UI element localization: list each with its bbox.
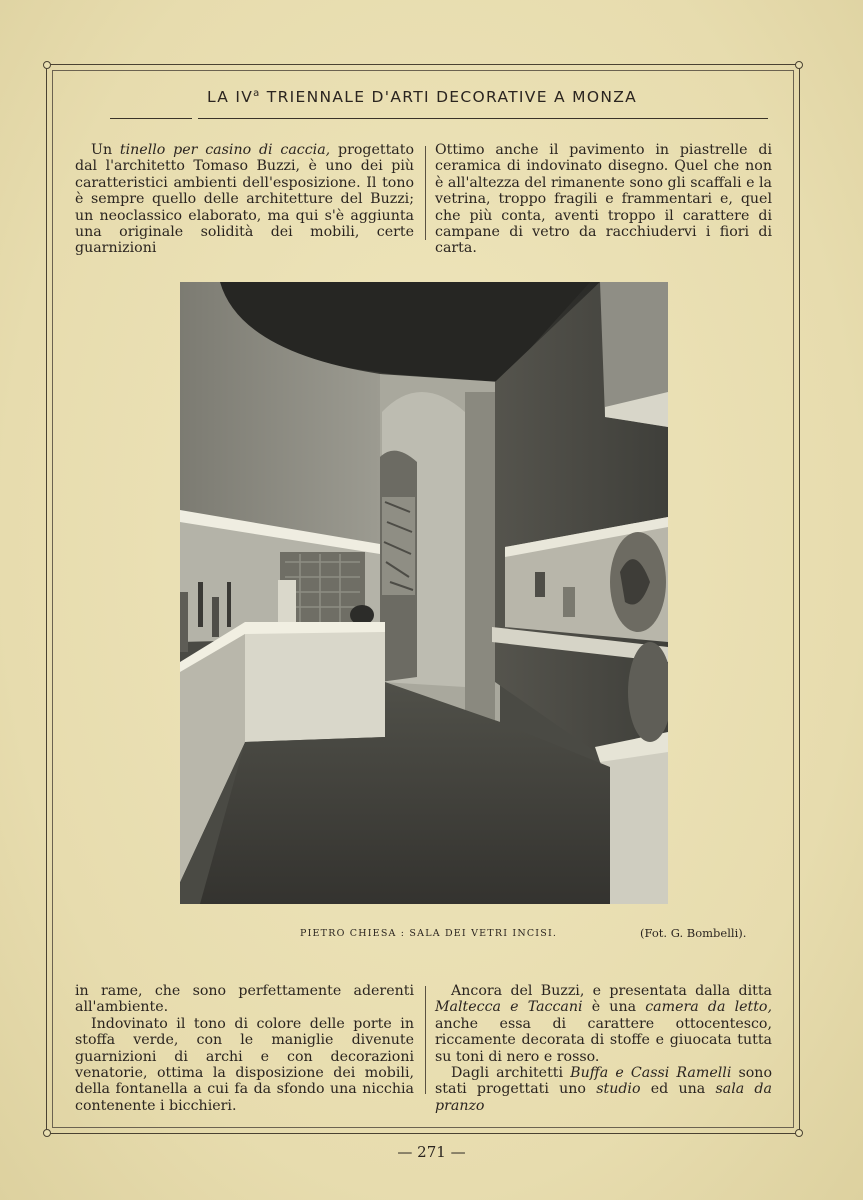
header-rule (110, 118, 192, 119)
top-right-column (435, 142, 772, 257)
photo-illustration (180, 282, 668, 904)
page-number: — 271 — (397, 1143, 466, 1161)
exhibition-photograph (180, 282, 668, 904)
running-header-title: LA $IV^a$ TRIENNALE D'ARTI DECORATIVE A MONZA (206, 88, 638, 107)
paragraph: in rame, che sono perfettamente aderenti all'ambiente. (75, 983, 414, 1016)
running-header (70, 88, 774, 128)
border-corner-ornament (43, 61, 51, 69)
photo-credit: (Fot. G. Bombelli). (640, 926, 747, 940)
column-divider (425, 986, 426, 1094)
photo-caption: PIETRO CHIESA : SALA DEI VETRI INCISI. (300, 928, 558, 939)
paragraph: Ancora del Buzzi, e presentata dalla ditta Maltecca e Taccani è una camera da letto, anche essa di carattere ottocentesco, riccamente decorata di stoffe e giuocata tutta su toni di nero e rosso. (435, 983, 772, 1065)
border-corner-ornament (795, 61, 803, 69)
column-divider (425, 146, 426, 240)
paragraph: Indovinato il tono di colore delle porte in stoffa verde, con le maniglie divenute guarnizioni di archi e con decorazioni venatorie, ottima la disposizione dei mobili, della fontanella a cui fa da sfondo una nicchia contenente i bicchieri. (75, 1015, 414, 1114)
border-corner-ornament (43, 1129, 51, 1137)
bottom-left-column (75, 983, 414, 1114)
paragraph: Ottimo anche il pavimento in piastrelle di ceramica di indovinato disegno. Quel che non è all'altezza del rimanente sono gli scaffali e la vetrina, troppo fragili e frammentari e, quel che più conta, aventi troppo il carattere di campane di vetro da racchiudervi i fiori di carta. (435, 142, 772, 257)
bottom-right-column (435, 983, 772, 1114)
paragraph: Dagli architetti Buffa e Cassi Ramelli sono stati progettati uno studio ed una sala da pranzo (435, 1065, 772, 1114)
header-rule (198, 118, 768, 119)
border-corner-ornament (795, 1129, 803, 1137)
paragraph: Un tinello per casino di caccia, progettato dal l'architetto Tomaso Buzzi, è uno dei più caratteristici ambienti dell'esposizione. Il tono è sempre quello delle architetture del Buzzi; un neoclassico elaborato, ma qui s'è aggiunta una originale solidità dei mobili, certe guarnizioni (75, 142, 414, 257)
top-left-column (75, 142, 414, 257)
